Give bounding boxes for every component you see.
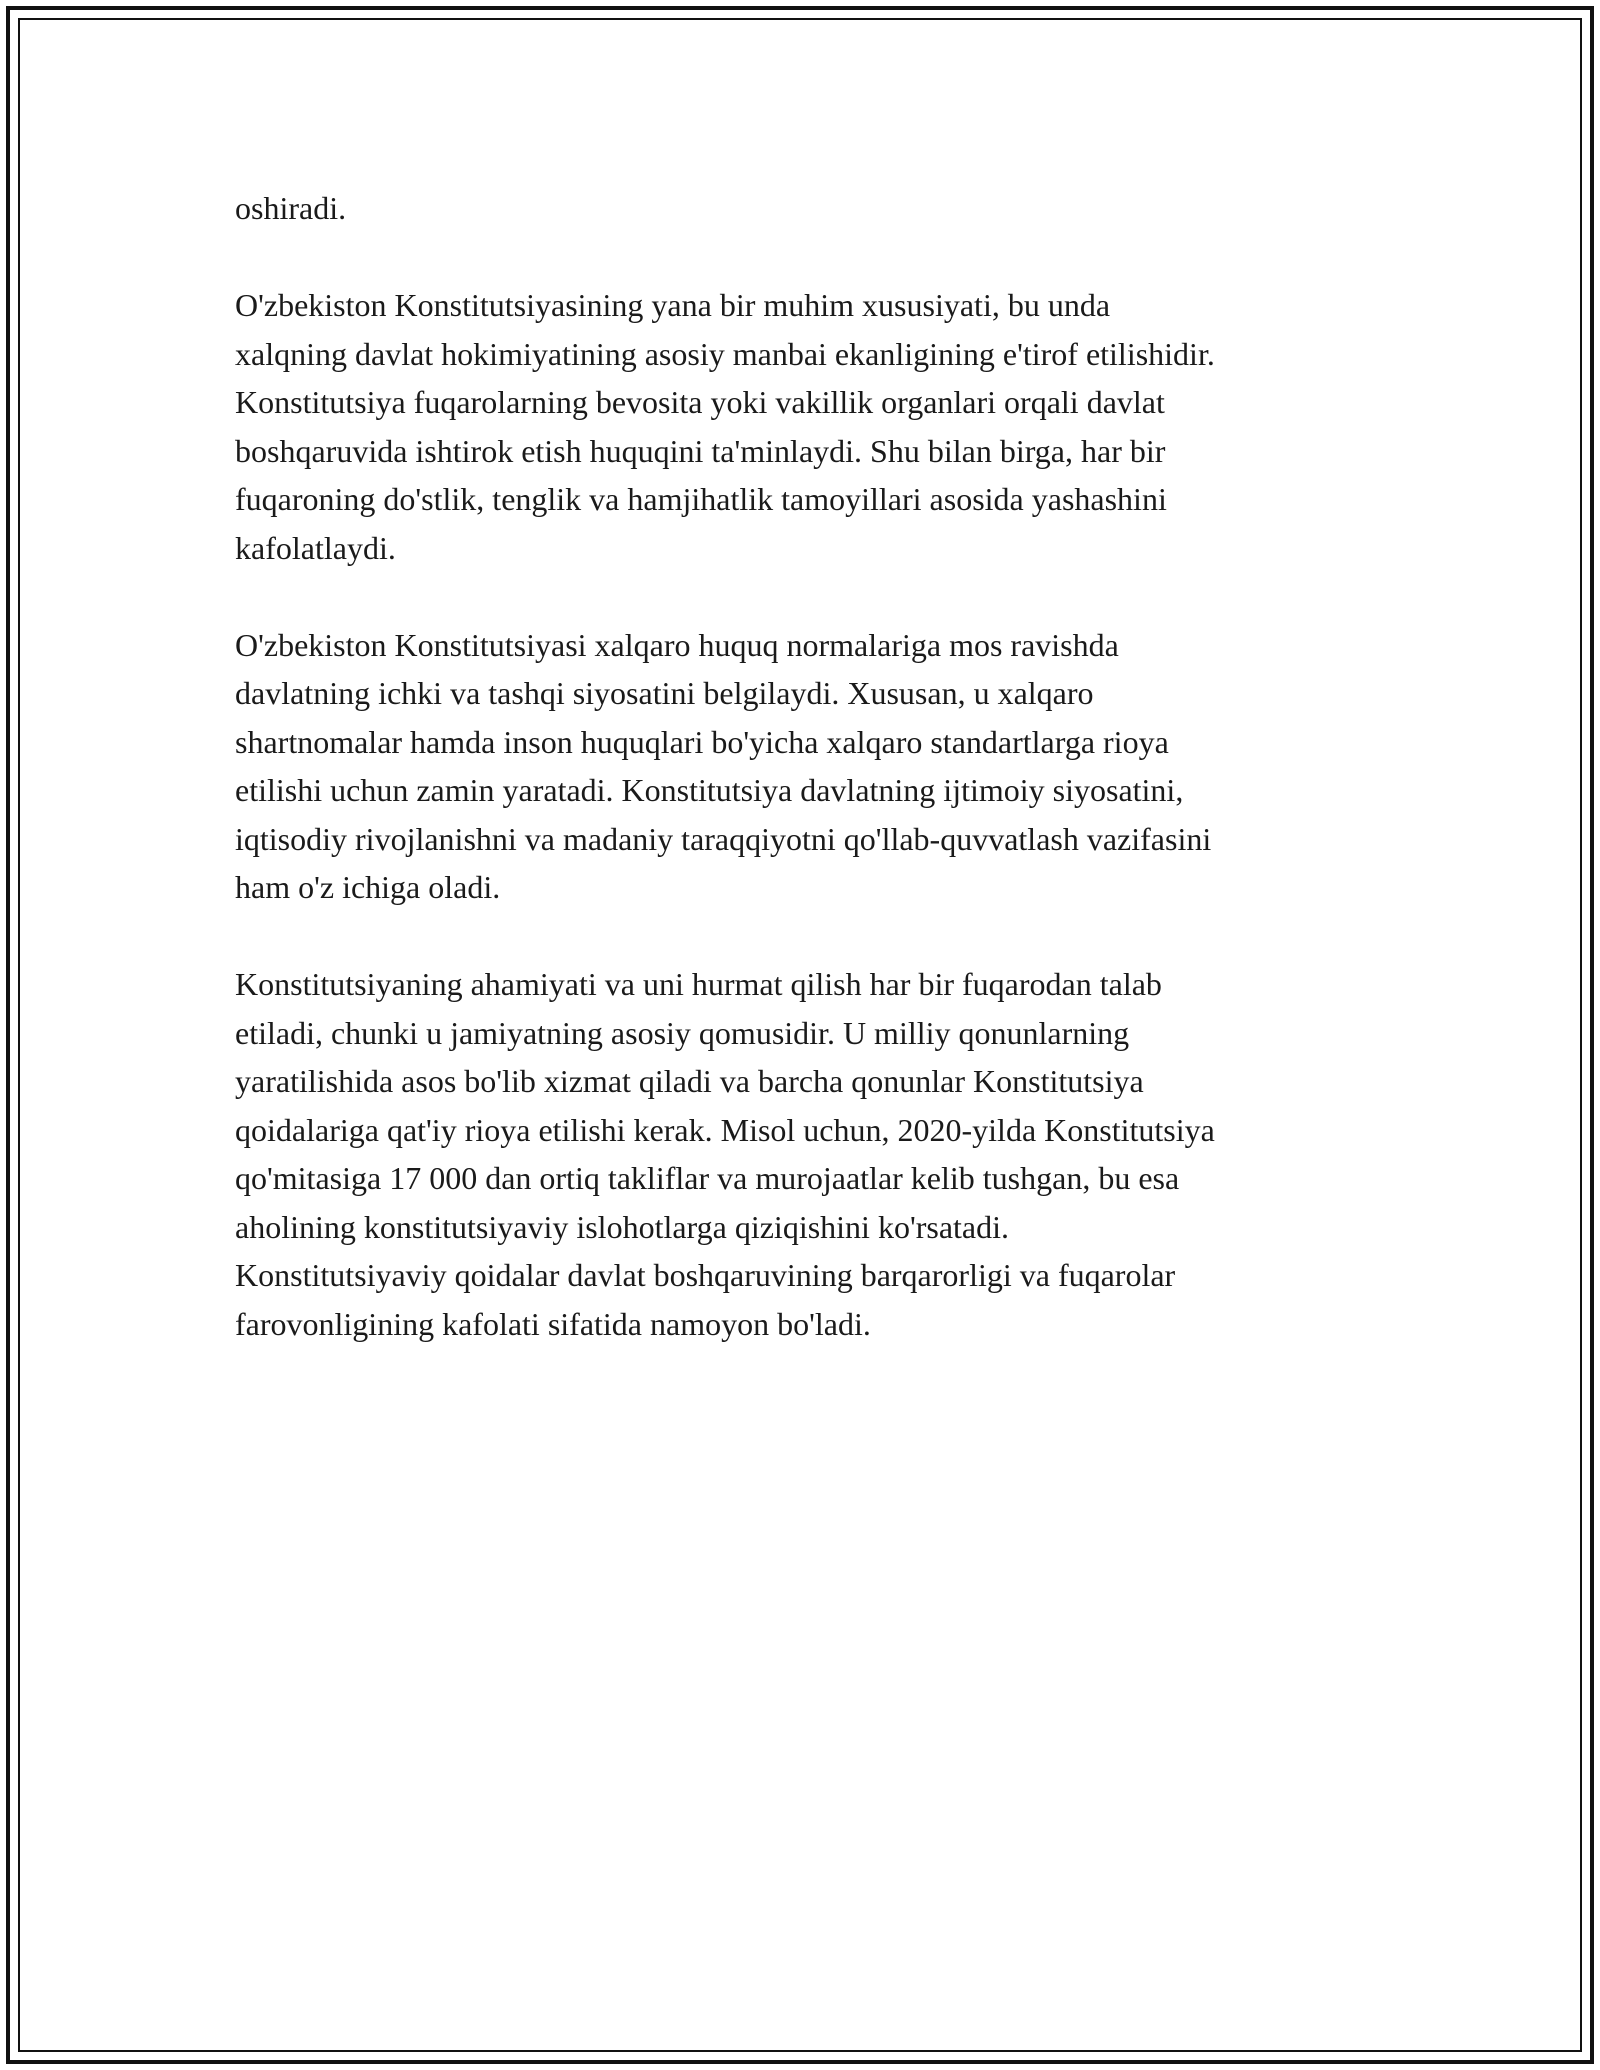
text-line: etiladi, chunki u jamiyatning asosiy qomusidir. U milliy qonunlarning [235, 1014, 1130, 1051]
text-line: boshqaruvida ishtirok etish huquqini ta'minlaydi. Shu bilan birga, har bir [235, 432, 1166, 469]
text-line: fuqaroning do'stlik, tenglik va hamjihatlik tamoyillari asosida yashashini [235, 481, 1167, 517]
text-line: etilishi uchun zamin yaratadi. Konstitutsiya davlatning ijtimoiy siyosatini, [235, 772, 1184, 808]
paragraph [235, 184, 1375, 233]
text-line: qo'mitasiga 17 000 dan ortiq takliflar va murojaatlar kelib tushgan, bu esa [235, 1160, 1180, 1196]
text-line: farovonligining kafolati sifatida namoyon bo'ladi. [235, 1305, 871, 1342]
text-line: O'zbekiston Konstitutsiyasi xalqaro huquq normalariga mos ravishda [235, 626, 1119, 663]
document-body [235, 184, 1375, 1397]
paragraph [235, 621, 1375, 912]
text-line: oshiradi. [235, 190, 347, 226]
text-line: aholining konstitutsiyaviy islohotlarga qiziqishini ko'rsatadi. [235, 1208, 1009, 1245]
text-line: shartnomalar hamda inson huquqlari bo'yicha xalqaro standartlarga rioya [235, 723, 1169, 760]
text-line: Konstitutsiyaviy qoidalar davlat boshqaruvining barqarorligi va fuqarolar [235, 1257, 1176, 1293]
text-line: iqtisodiy rivojlanishni va madaniy taraqqiyotni qo'llab-quvvatlash vazifasini [235, 820, 1212, 857]
text-line: davlatning ichki va tashqi siyosatini belgilaydi. Xususan, u xalqaro [235, 675, 1094, 711]
paragraph [235, 960, 1375, 1348]
text-line: Konstitutsiya fuqarolarning bevosita yoki vakillik organlari orqali davlat [235, 384, 1165, 420]
text-line: kafolatlaydi. [235, 529, 396, 566]
text-line: O'zbekiston Konstitutsiyasining yana bir muhim xususiyati, bu unda [235, 287, 1111, 323]
text-line: xalqning davlat hokimiyatining asosiy manbai ekanligining e'tirof etilishidir. [235, 335, 1215, 372]
text-line: ham o'z ichiga oladi. [235, 869, 501, 905]
paragraph [235, 281, 1375, 572]
text-line: yaratilishida asos bo'lib xizmat qiladi va barcha qonunlar Konstitutsiya [235, 1063, 1144, 1099]
text-line: Konstitutsiyaning ahamiyati va uni hurmat qilish har bir fuqarodan talab [235, 966, 1162, 1002]
text-line: qoidalariga qat'iy rioya etilishi kerak. Misol uchun, 2020-yilda Konstitutsiya [235, 1111, 1215, 1148]
